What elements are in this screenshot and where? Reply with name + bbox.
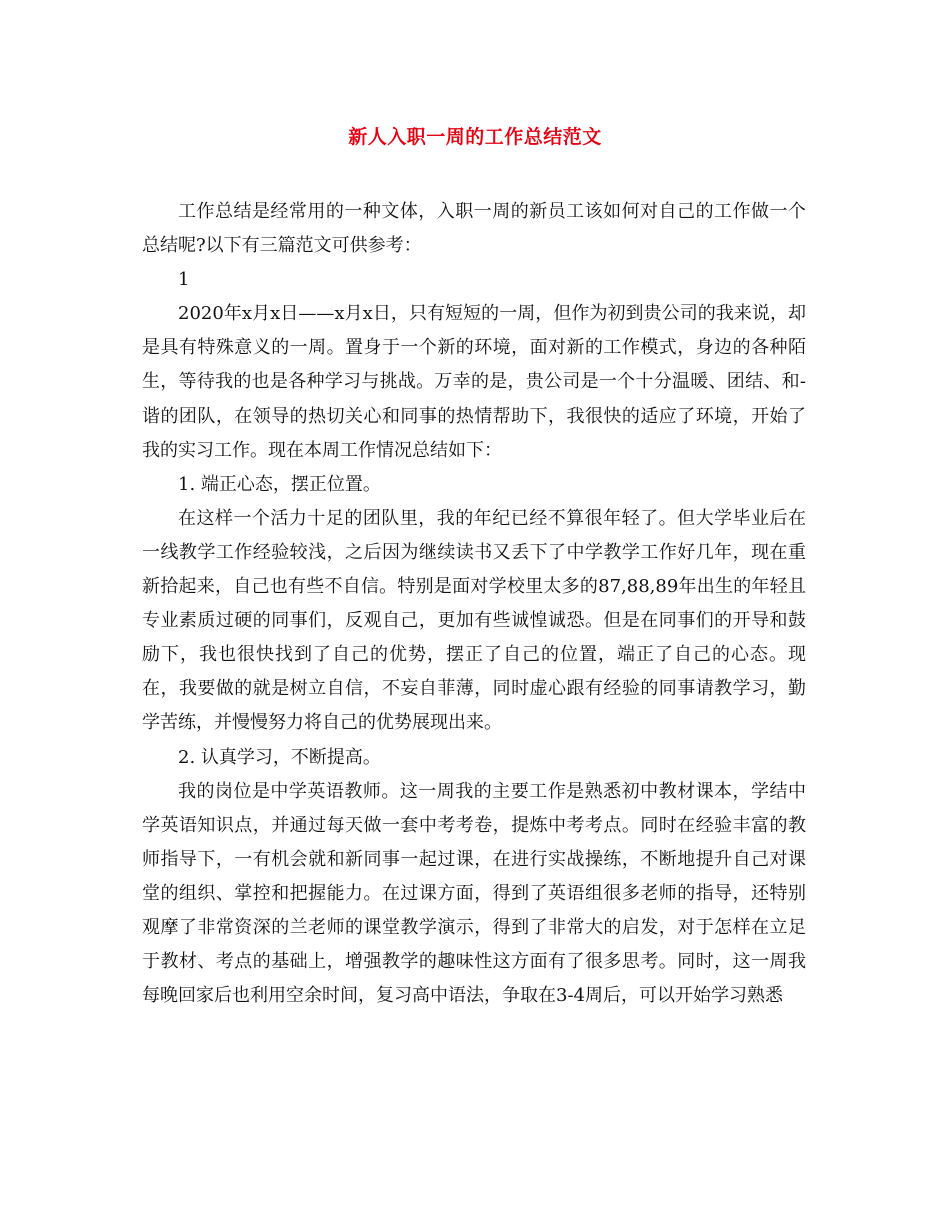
document-body [142,195,806,1013]
paragraph-section-number: 1 [178,269,190,291]
paragraph-heading-1: 1. 端正心态，摆正位置。 [178,473,381,495]
paragraph-learning: 我的岗位是中学英语教师。这一周我的主要工作是熟悉初中教材课本，学结中学英语知识点，并通过每天做一套中考考卷，提炼中考考点。同时在经验丰富的教师指导下，一有机会就和新同事一起过课，在进行实战操练，不断地提升自己对课堂的组织、掌控和把握能力。在过课方面，得到了英语组很多老师的指导，还特别观摩了非常资深的兰老师的课堂教学演示，得到了非常大的启发，对于怎样在立足于教材、考点的基础上，增强教学的趣味性这方面有了很多思考。同时，这一周我每晚回家后也利用空余时间，复习高中语法，争取在3-4周后，可以开始学习熟悉 [142,780,806,1007]
document-title: 新人入职一周的工作总结范文 [348,126,602,148]
paragraph-mindset: 在这样一个活力十足的团队里，我的年纪已经不算很年轻了。但大学毕业后在一线教学工作经验较浅，之后因为继续读书又丢下了中学教学工作好几年，现在重新拾起来，自己也有些不自信。特别是面对学校里太多的87,88,89年出生的年轻且专业素质过硬的同事们，反观自己，更加有些诚惶诚恐。但是在同事们的开导和鼓励下，我也很快找到了自己的优势，摆正了自己的位置，端正了自己的心态。现在，我要做的就是树立自信，不妄自菲薄，同时虚心跟有经验的同事请教学习，勤学苦练，并慢慢努力将自己的优势展现出来。 [142,507,806,734]
paragraph-intro: 工作总结是经常用的一种文体，入职一周的新员工该如何对自己的工作做一个总结呢?以下有三篇范文可供参考： [142,201,806,257]
paragraph-opening: 2020年x月x日——x月x日，只有短短的一周，但作为初到贵公司的我来说，却是具有特殊意义的一周。置身于一个新的环境，面对新的工作模式，身边的各种陌生，等待我的也是各种学习与挑战。万幸的是，贵公司是一个十分温暖、团结、和-谐的团队，在领导的热切关心和同事的热情帮助下，我很快的适应了环境，开始了我的实习工作。现在本周工作情况总结如下： [142,303,806,461]
paragraph-heading-2: 2. 认真学习，不断提高。 [178,746,381,768]
